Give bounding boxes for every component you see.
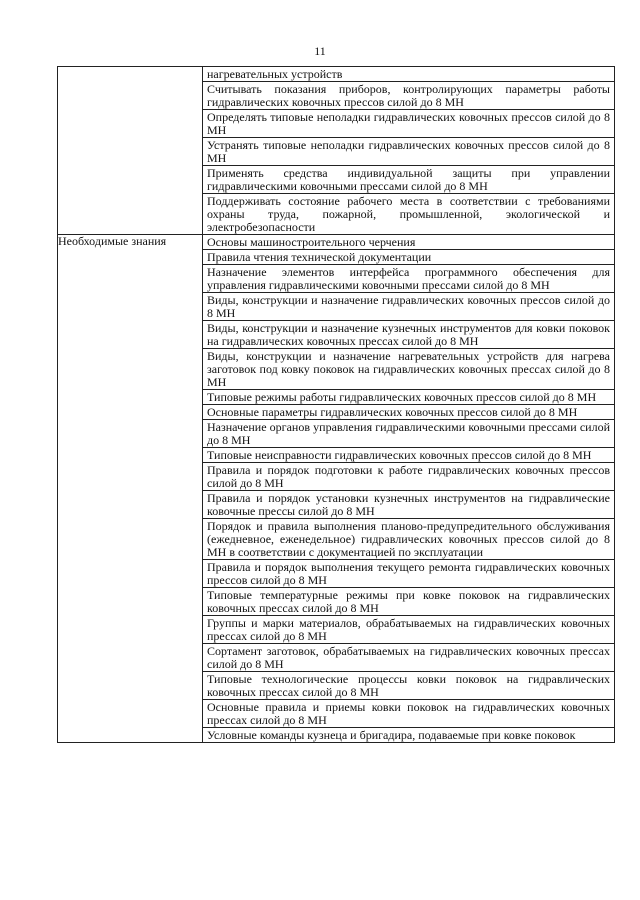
section-items bbox=[203, 235, 615, 743]
section-row bbox=[58, 235, 615, 743]
list-item: Условные команды кузнеца и бригадира, подаваемые при ковке поковок bbox=[207, 728, 576, 742]
list-item: Устранять типовые неполадки гидравлических ковочных прессов силой до 8 МН bbox=[203, 138, 614, 166]
list-item: Типовые неисправности гидравлических ковочных прессов силой до 8 МН bbox=[203, 448, 614, 463]
list-item: Правила и порядок установки кузнечных инструментов на гидравлические ковочные прессы силой до 8 МН bbox=[203, 491, 614, 519]
list-item: Основные параметры гидравлических ковочных прессов силой до 8 МН bbox=[203, 405, 614, 420]
list-item: Назначение элементов интерфейса программного обеспечения для управления гидравлическими ковочными прессами силой до 8 МН bbox=[203, 265, 614, 293]
list-item: нагревательных устройств bbox=[203, 67, 614, 82]
list-item: Типовые температурные режимы при ковке поковок на гидравлических ковочных прессах силой до 8 МН bbox=[203, 588, 614, 616]
list-item: Группы и марки материалов, обрабатываемых на гидравлических ковочных прессах силой до 8 МН bbox=[203, 616, 614, 644]
list-item: Правила и порядок выполнения текущего ремонта гидравлических ковочных прессов силой до 8 МН bbox=[203, 560, 614, 588]
list-item: Типовые технологические процессы ковки поковок на гидравлических ковочных прессах силой до 8 МН bbox=[203, 672, 614, 700]
list-item: Применять средства индивидуальной защиты при управлении гидравлическими ковочными прессами силой до 8 МН bbox=[203, 166, 614, 194]
page-number: 11 bbox=[314, 44, 326, 58]
list-item: Типовые режимы работы гидравлических ковочных прессов силой до 8 МН bbox=[203, 390, 614, 405]
list-item: Виды, конструкции и назначение гидравлических ковочных прессов силой до 8 МН bbox=[203, 293, 614, 321]
requirements-table bbox=[57, 66, 615, 743]
list-item: Правила чтения технической документации bbox=[203, 250, 614, 265]
list-item: Виды, конструкции и назначение кузнечных инструментов для ковки поковок на гидравлических ковочных прессах силой до 8 МН bbox=[203, 321, 614, 349]
list-item: Основные правила и приемы ковки поковок на гидравлических ковочных прессах силой до 8 МН bbox=[203, 700, 614, 728]
list-item: Порядок и правила выполнения планово-предупредительного обслуживания (ежедневное, еженедельное) гидравлических ковочных прессов силой до 8 МН в соответствии с документацией по эксплуатации bbox=[203, 519, 614, 560]
section-label: Необходимые знания bbox=[58, 235, 203, 743]
list-item: Определять типовые неполадки гидравлических ковочных прессов силой до 8 МН bbox=[203, 110, 614, 138]
list-item: Считывать показания приборов, контролирующих параметры работы гидравлических ковочных прессов силой до 8 МН bbox=[203, 82, 614, 110]
list-item: Виды, конструкции и назначение нагревательных устройств для нагрева заготовок под ковку поковок на гидравлических ковочных прессах силой до 8 МН bbox=[203, 349, 614, 390]
list-item: Назначение органов управления гидравлическими ковочными прессами силой до 8 МН bbox=[203, 420, 614, 448]
list-item: Сортамент заготовок, обрабатываемых на гидравлических ковочных прессах силой до 8 МН bbox=[203, 644, 614, 672]
section-items bbox=[203, 67, 615, 235]
list-item: Основы машиностроительного черчения bbox=[203, 235, 614, 250]
section-row bbox=[58, 67, 615, 235]
section-label bbox=[58, 67, 203, 235]
list-item: Поддерживать состояние рабочего места в соответствии с требованиями охраны труда, пожарной, промышленной, экологической и электробезопасности bbox=[207, 194, 610, 234]
table-body bbox=[58, 67, 615, 743]
list-item: Правила и порядок подготовки к работе гидравлических ковочных прессов силой до 8 МН bbox=[203, 463, 614, 491]
